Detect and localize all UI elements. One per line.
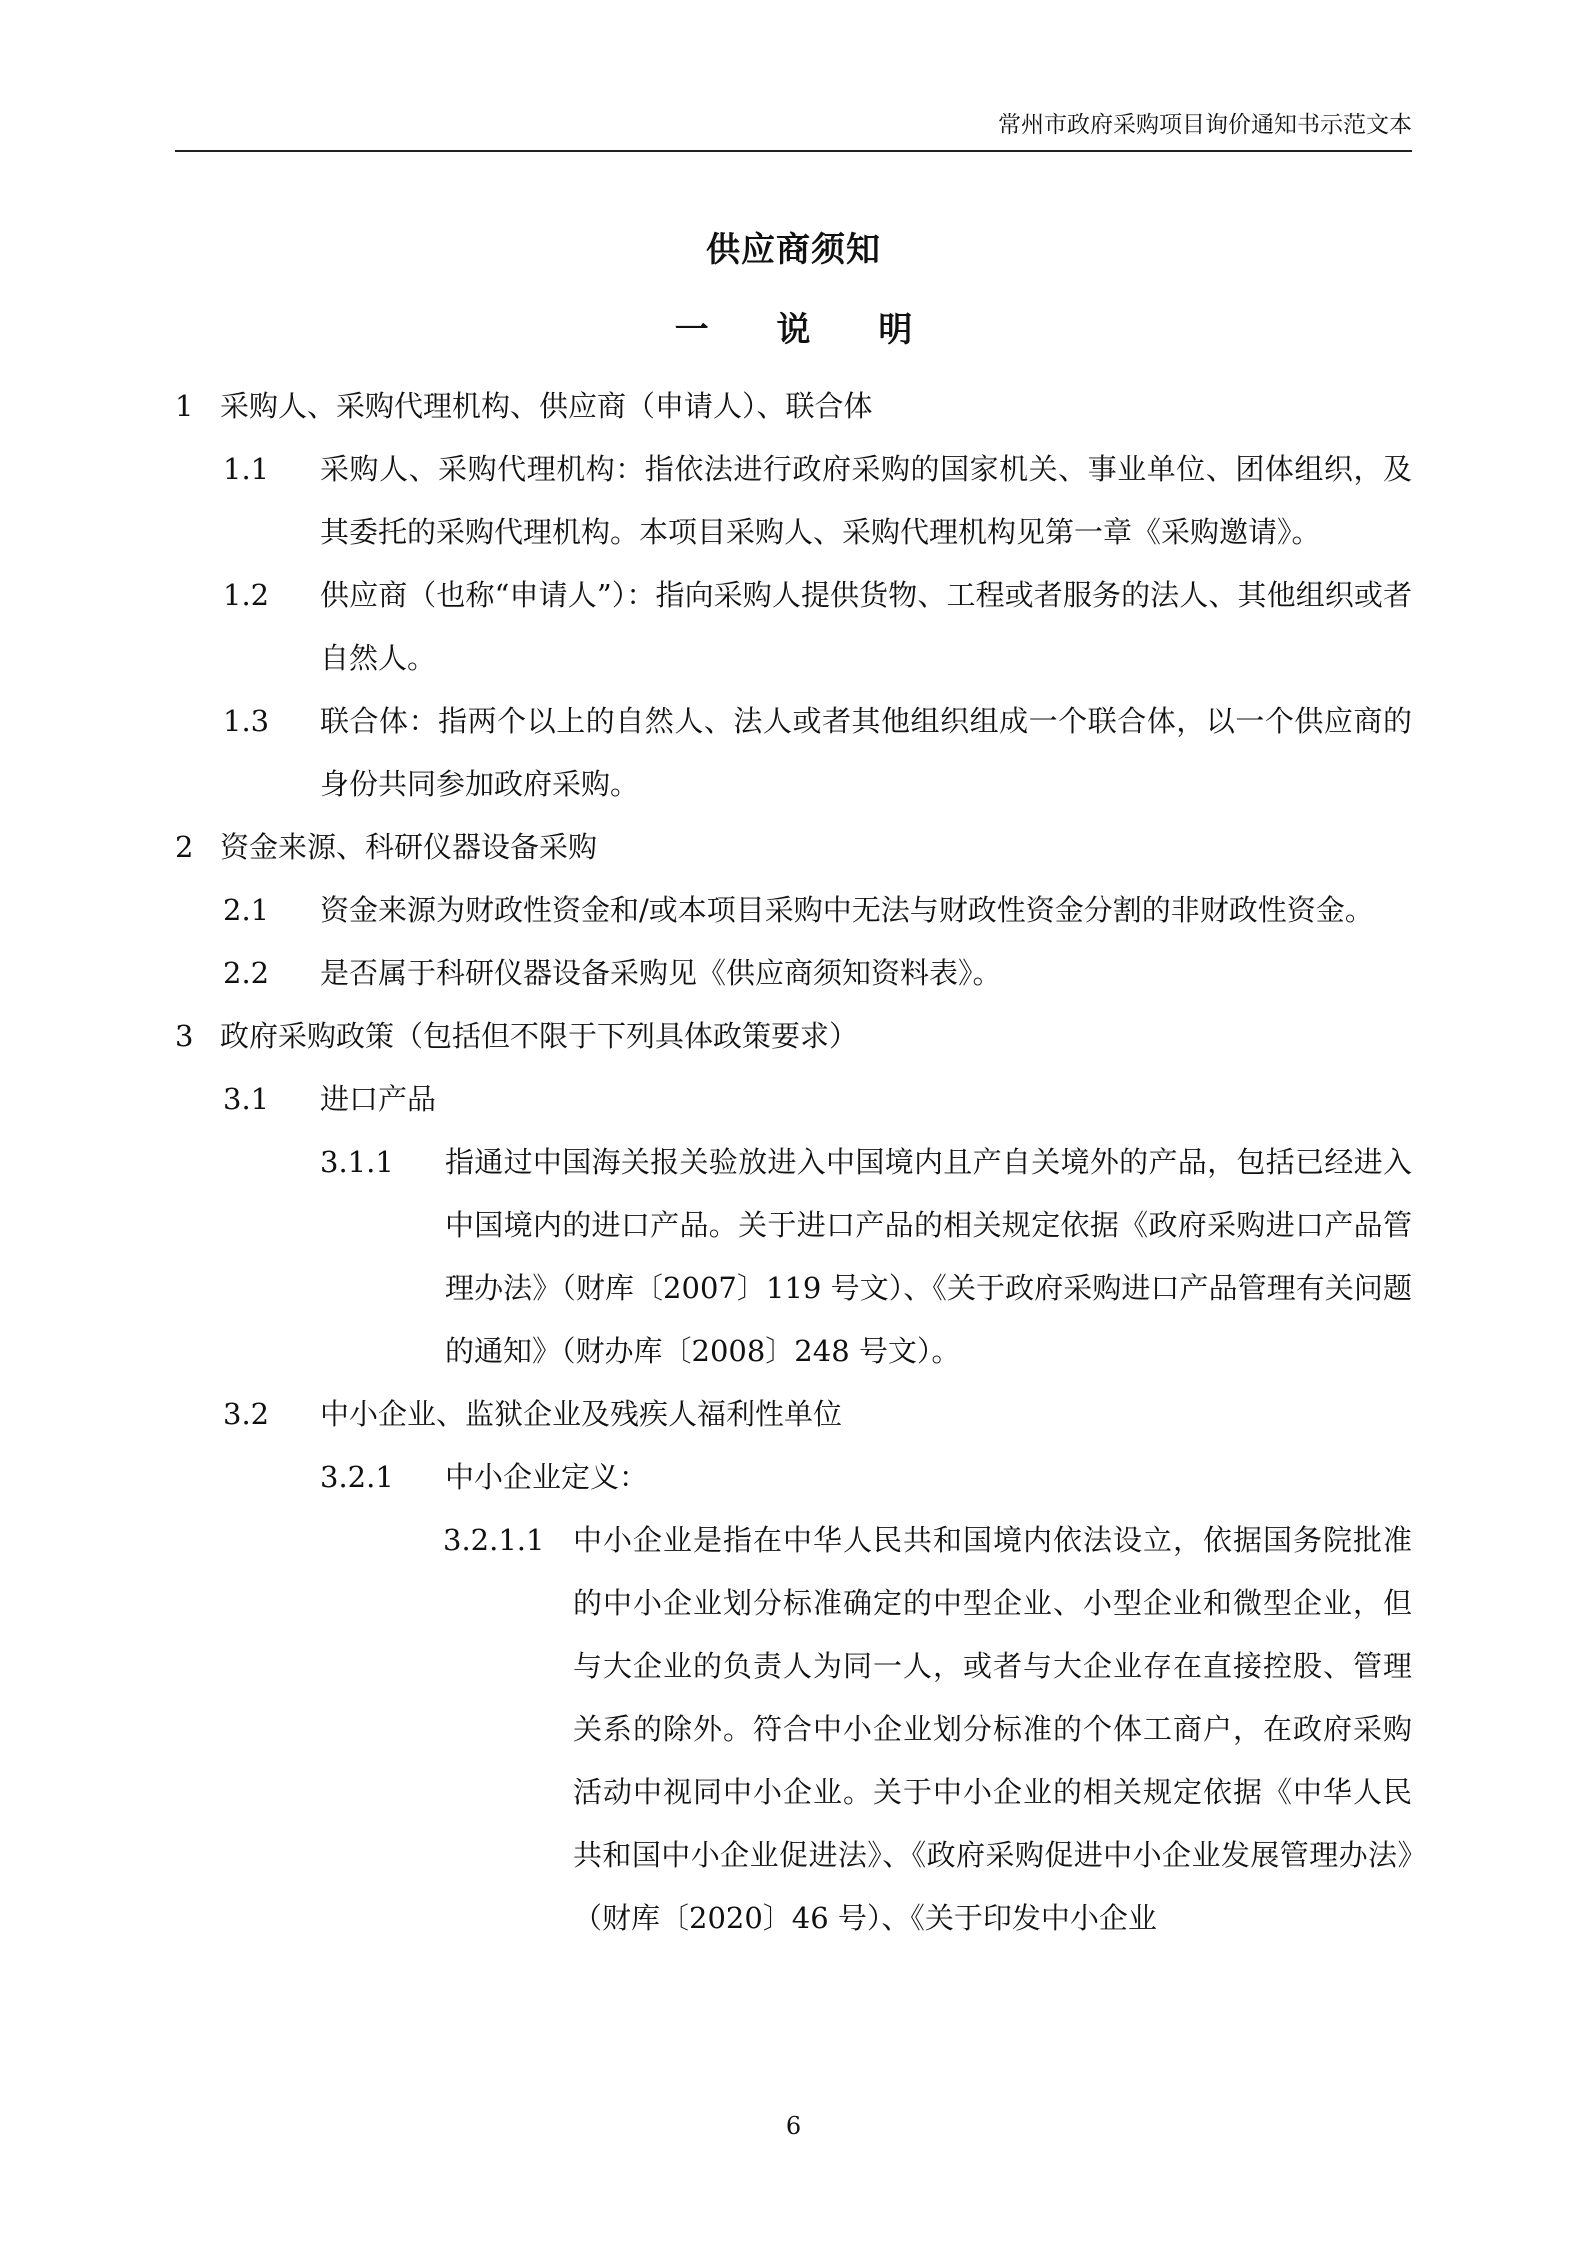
clause-text: 资金来源、科研仪器设备采购 xyxy=(220,830,598,864)
clause-1-2 xyxy=(175,564,1412,690)
clause-3-1-1 xyxy=(175,1131,1412,1383)
clause-text: 中小企业定义： xyxy=(445,1460,649,1494)
clause-number: 3.2.1 xyxy=(320,1460,394,1494)
clause-number: 1.1 xyxy=(223,452,270,486)
clause-3-1 xyxy=(175,1068,1412,1131)
clause-number: 3 xyxy=(175,1019,194,1053)
clause-3-2-1-1 xyxy=(175,1509,1412,1950)
clause-text: 进口产品 xyxy=(320,1082,437,1116)
clause-text: 联合体：指两个以上的自然人、法人或者其他组织组成一个联合体，以一个供应商的身份共同参加政府采购。 xyxy=(320,704,1412,801)
clause-number: 2 xyxy=(175,830,194,864)
document-body xyxy=(175,375,1412,1950)
clause-text: 采购人、采购代理机构：指依法进行政府采购的国家机关、事业单位、团体组织，及其委托的采购代理机构。本项目采购人、采购代理机构见第一章《采购邀请》。 xyxy=(320,452,1412,549)
section-heading-char: 说 xyxy=(776,310,811,350)
clause-number: 2.2 xyxy=(223,956,270,990)
clause-text: 供应商（也称“申请人”）：指向采购人提供货物、工程或者服务的法人、其他组织或者自然人。 xyxy=(320,578,1412,675)
running-title: 常州市政府采购项目询价通知书示范文本 xyxy=(998,112,1412,138)
section-heading-char: 明 xyxy=(878,310,913,350)
clause-number: 3.2.1.1 xyxy=(443,1523,545,1557)
clause-text: 中小企业是指在中华人民共和国境内依法设立，依据国务院批准的中小企业划分标准确定的中型企业、小型企业和微型企业，但与大企业的负责人为同一人，或者与大企业存在直接控股、管理关系的除外。符合中小企业划分标准的个体工商户，在政府采购活动中视同中小企业。关于中小企业的相关规定依据《中华人民共和国中小企业促进法》、《政府采购促进中小企业发展管理办法》（财库〔2020〕46 号）、《关于印发中小企业 xyxy=(573,1523,1412,1935)
clause-1-3 xyxy=(175,690,1412,816)
clause-1 xyxy=(175,375,1412,438)
clause-3-2 xyxy=(175,1383,1412,1446)
clause-3 xyxy=(175,1005,1412,1068)
clause-number: 3.1 xyxy=(223,1082,270,1116)
clause-text: 资金来源为财政性资金和/或本项目采购中无法与财政性资金分割的非财政性资金。 xyxy=(320,893,1374,927)
clause-2 xyxy=(175,816,1412,879)
clause-2-1 xyxy=(175,879,1412,942)
clause-text: 采购人、采购代理机构、供应商（申请人）、联合体 xyxy=(220,389,873,423)
page-number: 6 xyxy=(785,2112,802,2140)
clause-number: 1.3 xyxy=(223,704,270,738)
clause-number: 2.1 xyxy=(223,893,270,927)
section-heading xyxy=(0,302,1587,351)
clause-1-1 xyxy=(175,438,1412,564)
clause-number: 1.2 xyxy=(223,578,270,612)
clause-text: 是否属于科研仪器设备采购见《供应商须知资料表》。 xyxy=(320,956,1002,990)
clause-3-2-1 xyxy=(175,1446,1412,1509)
clause-2-2 xyxy=(175,942,1412,1005)
clause-text: 政府采购政策（包括但不限于下列具体政策要求） xyxy=(220,1019,859,1053)
clause-number: 3.2 xyxy=(223,1397,270,1431)
section-heading-char: 一 xyxy=(674,310,709,350)
clause-text: 中小企业、监狱企业及残疾人福利性单位 xyxy=(320,1397,843,1431)
document-title: 供应商须知 xyxy=(706,230,881,270)
clause-number: 1 xyxy=(175,389,194,423)
running-header xyxy=(175,110,1412,152)
clause-number: 3.1.1 xyxy=(320,1145,394,1179)
clause-text: 指通过中国海关报关验放进入中国境内且产自关境外的产品，包括已经进入中国境内的进口产品。关于进口产品的相关规定依据《政府采购进口产品管理办法》（财库〔2007〕119 号文）、《关于政府采购进口产品管理有关问题的通知》（财办库〔2008〕248 号文）。 xyxy=(445,1145,1412,1368)
